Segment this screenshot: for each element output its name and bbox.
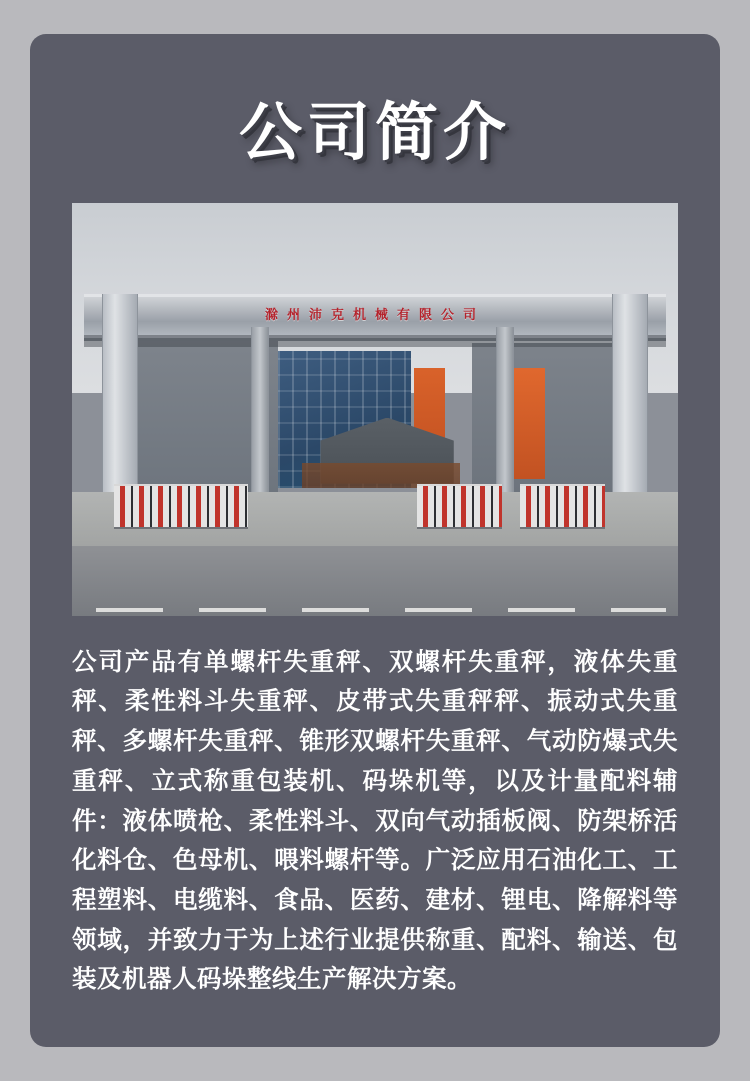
gantry-beam-shadow bbox=[84, 335, 666, 347]
lane-marking bbox=[96, 608, 163, 612]
lane-marking bbox=[199, 608, 266, 612]
orange-panel-right bbox=[511, 368, 544, 480]
company-profile-card bbox=[30, 34, 720, 1047]
page-title: 公司简介 bbox=[239, 96, 511, 169]
lane-marking bbox=[302, 608, 369, 612]
company-description-paragraph: 公司产品有单螺杆失重秤、双螺杆失重秤，液体失重秤、柔性料斗失重秤、皮带式失重秤秤、振动式失重秤、多螺杆失重秤、锥形双螺杆失重秤、气动防爆式失重秤、立式称重包装机、码垛机等，以及计量配料辅件：液体喷枪、柔性料斗、双向气动插板阀、防架桥活化料仓、色母机、喂料螺杆等。广泛应用石油化工、工程塑料、电缆料、食品、医药、建材、锂电、降解料等领域，并致力于为上述行业提供称重、配料、输送、包装及机器人码垛整线生产解决方案。 bbox=[72, 646, 678, 994]
retractable-gate-right bbox=[520, 484, 605, 529]
retractable-gate-center bbox=[417, 484, 502, 529]
factory-gate-photo bbox=[72, 203, 678, 616]
company-sign-text: 滁州沛克机械有限公司 bbox=[264, 307, 485, 323]
retractable-gate-left bbox=[114, 484, 247, 529]
road bbox=[72, 546, 678, 616]
lane-marking bbox=[405, 608, 472, 612]
lane-marking bbox=[508, 608, 575, 612]
lane-marking bbox=[611, 608, 666, 612]
gantry-pillar-right bbox=[612, 294, 647, 525]
